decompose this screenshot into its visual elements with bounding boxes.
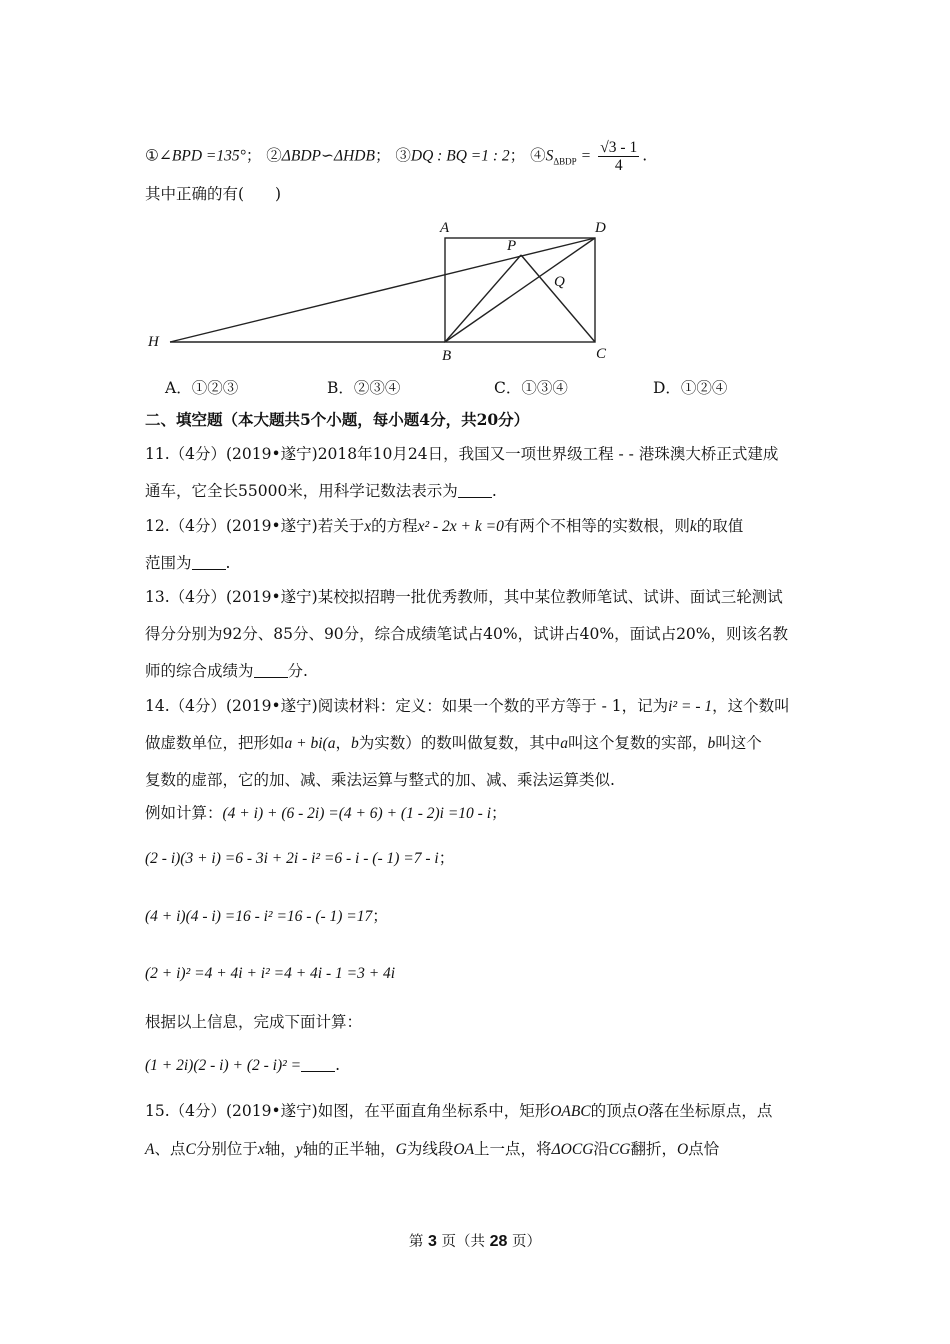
q14-example-4 <box>145 963 395 984</box>
label-a: A <box>440 220 450 236</box>
segment-bp <box>445 255 521 342</box>
calculation-expression: (1 + 2i)(2 - i) + (2 - i)² = <box>145 1057 302 1074</box>
q11-text: 通车，它全长55000米，用科学记数法表示为 <box>145 482 458 500</box>
statement-4-mark: ④ <box>530 146 546 165</box>
label-h: H <box>148 334 159 350</box>
example-4-equation: (2 + i)² =4 + 4i + i² =4 + 4i - 1 =3 + 4i <box>145 965 396 982</box>
q14-calculation <box>145 1055 340 1076</box>
q14-var-a: a <box>560 735 568 752</box>
answer-blank <box>301 1056 335 1072</box>
fraction-denominator: 4 <box>614 157 623 174</box>
q13-line-2: 得分分别为92分、85分、90分，综合成绩笔试占40%，试讲占40%，面试占20%，则该名教 <box>145 625 789 643</box>
separator: ； <box>509 146 526 165</box>
q12-text-a: 12.（4分）(2019•遂宁)若关于 <box>145 517 365 535</box>
segment-bd <box>445 238 595 342</box>
q15-text: 分别位于 <box>195 1140 258 1158</box>
q14-task: 根据以上信息，完成下面计算： <box>145 1013 363 1031</box>
q14-text-f: 叫这个 <box>715 734 762 752</box>
q12-line-2 <box>145 553 230 573</box>
segment-hd <box>170 238 595 342</box>
q15-point-o: O <box>637 1103 649 1120</box>
q15-text: 、点 <box>154 1140 186 1158</box>
q14-example-3 <box>145 906 388 927</box>
answer-blank <box>192 554 226 570</box>
q15-segment-oa: OA <box>453 1141 475 1158</box>
q15-line-2 <box>145 1139 719 1160</box>
option-b: B．②③④ <box>327 379 401 397</box>
q12-text-d: 的取值 <box>696 517 744 535</box>
q12-var-x: x <box>364 518 372 535</box>
q13-text: 师的综合成绩为 <box>145 662 254 680</box>
q11-end: . <box>491 482 497 500</box>
q12-text-b: 的方程 <box>371 517 418 535</box>
q15-point-g: G <box>395 1141 407 1158</box>
q15-axis-y: y <box>295 1141 303 1158</box>
statement-2-mark: ② <box>266 146 282 165</box>
q15-text: 轴的正半轴， <box>302 1140 396 1158</box>
q15-triangle: ΔOCG <box>551 1141 594 1158</box>
q14-text-a: 14.（4分）(2019•遂宁)阅读材料：定义：如果一个数的平方等于 - 1，记为 <box>145 697 669 715</box>
q14-text-e: 叫这个复数的实部， <box>567 734 708 752</box>
q15-segment-cg: CG <box>608 1141 631 1158</box>
q12-equation: x² - 2x + k =0 <box>417 518 504 535</box>
q15-line-1 <box>145 1101 772 1122</box>
q15-text-c: 落在坐标原点，点 <box>648 1102 773 1120</box>
statement-4-equals: = <box>581 147 591 165</box>
label-d: D <box>595 220 606 236</box>
q15-point-c: C <box>185 1141 196 1158</box>
label-p: P <box>507 238 517 254</box>
label-q: Q <box>554 274 565 290</box>
page-number: 3 <box>428 1233 437 1250</box>
footer-text: 页（共 <box>436 1234 490 1250</box>
example-label: 例如计算： <box>145 804 223 822</box>
q14-text-c: 做虚数单位，把形如 <box>145 734 285 752</box>
q12-line-1 <box>145 516 743 537</box>
statement-1: ∠BPD =135° <box>158 147 246 165</box>
q12-text-e: 范围为 <box>145 554 192 572</box>
option-c: C．①③④ <box>494 379 568 397</box>
geometry-figure <box>140 210 620 370</box>
q15-point-o-2: O <box>676 1141 689 1158</box>
section-title: 二、填空题（本大题共5个小题，每小题4分，共20分） <box>145 410 530 429</box>
q15-text: 上一点，将 <box>474 1140 552 1158</box>
q14-definition: i² = - 1 <box>668 698 713 715</box>
fraction-numerator: √3 - 1 <box>600 139 638 156</box>
q15-point-a: A <box>145 1141 155 1158</box>
q13-line-1: 13.（4分）(2019•遂宁)某校拟招聘一批优秀教师，其中某位教师笔试、试讲、面试三轮测试 <box>145 588 783 606</box>
q14-example-1 <box>145 803 507 824</box>
statement-4-lhs: S <box>545 147 554 165</box>
q15-text: 轴， <box>264 1140 296 1158</box>
example-2-equation: (2 - i)(3 + i) =6 - 3i + 2i - i² =6 - i - (- 1) =7 - i <box>145 850 439 867</box>
example-end: ； <box>372 907 388 925</box>
footer-text: 页） <box>507 1234 542 1250</box>
q14-text-d: 为实数）的数叫做复数，其中 <box>358 734 561 752</box>
q15-text: 沿 <box>593 1140 609 1158</box>
q14-line-3: 复数的虚部，它的加、减、乘法运算与整式的加、减、乘法运算类似. <box>145 771 615 789</box>
page-total: 28 <box>489 1233 508 1250</box>
statements-line <box>145 139 647 174</box>
example-end: ； <box>491 804 507 822</box>
page-footer <box>0 1230 950 1251</box>
q14-line-1 <box>145 696 790 717</box>
answer-blank <box>254 662 288 678</box>
question-tail: 其中正确的有( ) <box>145 185 282 203</box>
answer-blank <box>458 482 492 498</box>
statement-2: ΔBDP∽ΔHDB <box>281 147 375 165</box>
footer-text: 第 <box>408 1234 429 1250</box>
q15-rect: OABC <box>550 1103 591 1120</box>
statement-1-mark: ① <box>145 146 159 165</box>
q14-var-b: b <box>350 735 359 752</box>
example-1-equation: (4 + i) + (6 - 2i) =(4 + 6) + (1 - 2)i =10 - i <box>222 805 492 822</box>
label-c: C <box>596 346 607 362</box>
statement-3: DQ : BQ =1 : 2 <box>410 147 510 165</box>
q15-axis-x: x <box>257 1141 265 1158</box>
q15-text-a: 15.（4分）(2019•遂宁)如图，在平面直角坐标系中，矩形 <box>145 1102 551 1120</box>
q15-text: 翻折， <box>630 1140 677 1158</box>
q14-line-2 <box>145 733 762 754</box>
q15-text: 点恰 <box>688 1140 720 1158</box>
q12-var-k: k <box>689 518 697 535</box>
option-d: D．①②④ <box>653 379 728 397</box>
q12-text-c: 有两个不相等的实数根，则 <box>503 517 690 535</box>
option-a: A．①②③ <box>165 379 239 397</box>
q14-text-b: ，这个数叫 <box>712 697 790 715</box>
statement-4-subscript: ΔBDP <box>553 156 577 167</box>
q11-line-1: 11.（4分）(2019•遂宁)2018年10月24日，我国又一项世界级工程 - - 港珠澳大桥正式建成 <box>145 445 779 463</box>
q14-var-b-2: b <box>707 735 716 752</box>
calculation-end: . <box>335 1056 341 1074</box>
statement-3-mark: ③ <box>395 146 411 165</box>
separator: ； <box>374 146 391 165</box>
q13-line-3 <box>145 661 308 681</box>
q14-form: a + bi(a <box>284 735 336 752</box>
statement-4-fraction <box>598 139 639 174</box>
q15-text: 为线段 <box>406 1140 454 1158</box>
example-3-equation: (4 + i)(4 - i) =16 - i² =16 - (- 1) =17 <box>145 908 373 925</box>
q15-text-b: 的顶点 <box>590 1102 638 1120</box>
q12-end: . <box>225 554 231 572</box>
q14-example-2 <box>145 848 454 869</box>
separator: ； <box>245 146 262 165</box>
q13-end: 分. <box>287 662 308 680</box>
q11-line-2 <box>145 481 497 501</box>
example-end: ； <box>438 849 455 867</box>
q14-comma: ， <box>335 734 351 752</box>
statements-end: . <box>642 146 648 165</box>
label-b: B <box>442 348 452 364</box>
segment-pc <box>521 255 595 342</box>
